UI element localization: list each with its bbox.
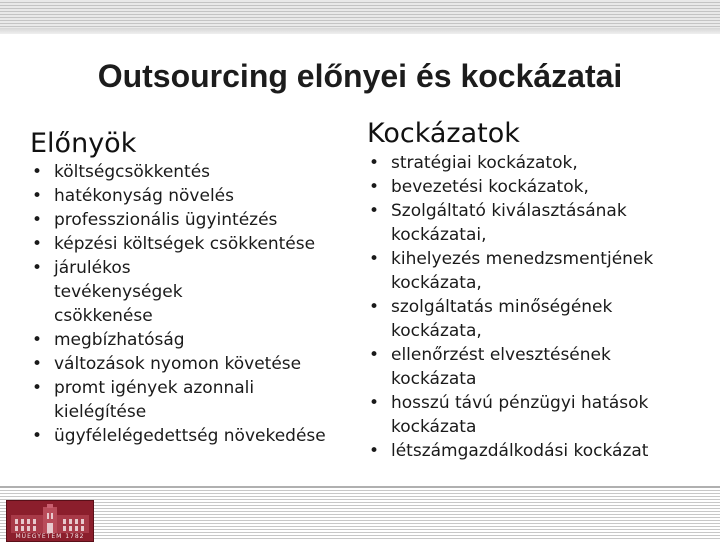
list-item: • hatékonyság növelés (30, 184, 340, 208)
list-item: • kihelyezés menedzsmentjének kockázata, (367, 247, 671, 295)
risks-list (367, 151, 667, 463)
list-item: • ügyfélelégedettség növekedése (30, 424, 340, 448)
building-icon (7, 501, 93, 535)
list-item: • promt igények azonnali kielégítése (30, 376, 284, 424)
list-item: • bevezetési kockázatok, (367, 175, 667, 199)
list-item: • Szolgáltató kiválasztásának kockázatai, (367, 199, 659, 247)
risks-heading: Kockázatok (367, 118, 520, 149)
list-item: • hosszú távú pénzügyi hatások kockázata (367, 391, 681, 439)
advantages-heading: Előnyök (30, 128, 137, 159)
logo-text: MŰEGYETEM 1782 (15, 533, 85, 540)
list-item: • járulékos tevékenységek csökkenése (30, 256, 264, 328)
advantages-list (30, 160, 340, 448)
list-item: • stratégiai kockázatok, (367, 151, 667, 175)
list-item: • költségcsökkentés (30, 160, 340, 184)
footer-stripes (0, 488, 720, 541)
header-shade (0, 28, 720, 34)
list-item: • szolgáltatás minőségének kockázata, (367, 295, 661, 343)
list-item: • változások nyomon követése (30, 352, 340, 376)
list-item: • megbízhatóság (30, 328, 340, 352)
university-logo (6, 500, 94, 542)
slide-title: Outsourcing előnyei és kockázatai (97, 58, 623, 94)
list-item: • professzionális ügyintézés (30, 208, 340, 232)
list-item: • ellenőrzést elvesztésének kockázata (367, 343, 646, 391)
list-item: • létszámgazdálkodási kockázat (367, 439, 667, 463)
list-item: • képzési költségek csökkentése (30, 232, 340, 256)
